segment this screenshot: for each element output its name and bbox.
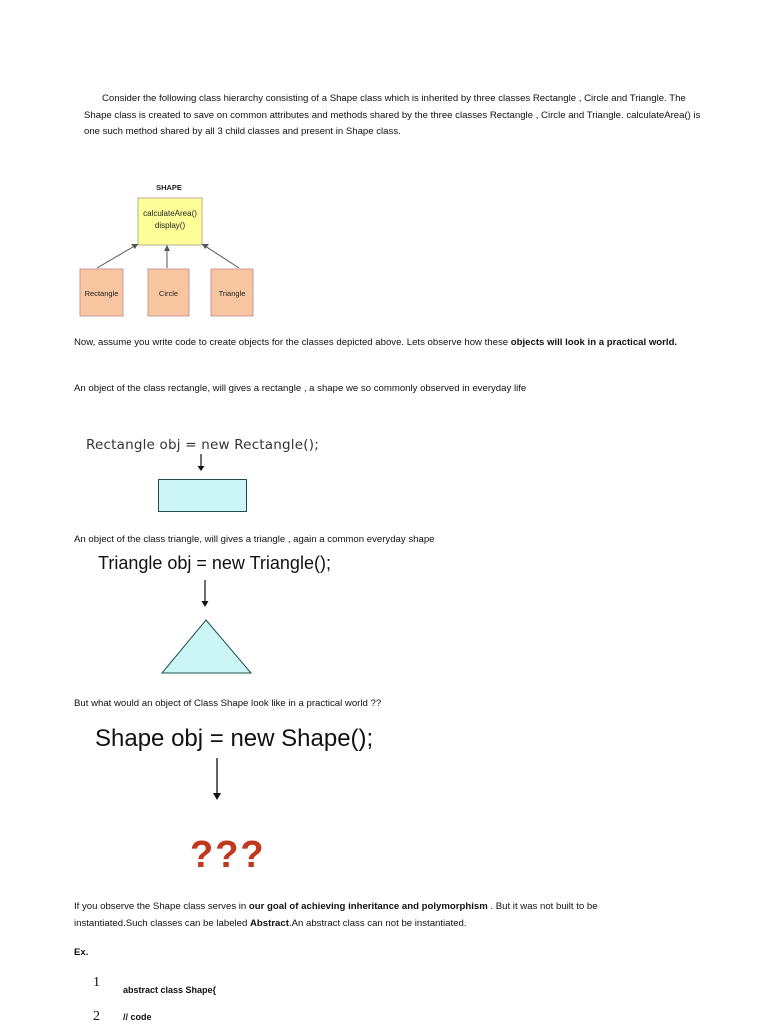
- rectangle-code-line: Rectangle obj = new Rectangle();: [86, 437, 319, 453]
- para1-text: Now, assume you write code to create objects for the classes depicted above. Lets observe how these: [74, 337, 511, 348]
- code-line-number-2: 2: [93, 1009, 100, 1024]
- triangle-illustration: [155, 578, 260, 678]
- inheritance-arrow-triangle: [202, 244, 239, 268]
- child-triangle-label: Triangle: [218, 289, 246, 298]
- paragraph-abstract-definition: If you observe the Shape class serves in our goal of achieving inheritance and polymorphism . But it was not built to be instantiated.Such classes can be labeled Abstract.An abstract class can not be instantiated.: [74, 901, 598, 929]
- method-display: display(): [154, 221, 186, 230]
- triangle-code-line: Triangle obj = new Triangle();: [98, 553, 331, 573]
- unknown-object-marks: ???: [190, 834, 266, 876]
- method-calculate-area: calculateArea(): [143, 209, 197, 218]
- inheritance-arrow-rectangle: [97, 244, 138, 268]
- paragraph-objects-practical: [74, 335, 714, 352]
- intro-text: Consider the following class hierarchy consisting of a Shape class which is inherited by three classes Rectangle , Circle and Triangle. The Shape class is created to save on common attributes and methods shared by the three classes Rectangle , Circle and Triangle. calculateArea() is one such method shared by all 3 child classes and present in Shape class.: [84, 93, 701, 138]
- code-line-1: abstract class Shape{: [123, 985, 217, 995]
- paragraph-rectangle-object: An object of the class rectangle, will gives a rectangle , a shape we so commonly observed in everyday life: [74, 383, 527, 394]
- triangle-arrow: [202, 601, 209, 607]
- shape-arrow: [205, 758, 229, 804]
- diagram-parent-title: SHAPE: [156, 183, 182, 192]
- intro-paragraph: [84, 91, 704, 141]
- triangle-shape: [162, 620, 251, 673]
- example-label: Ex.: [74, 947, 89, 958]
- child-rectangle-label: Rectangle: [84, 289, 119, 298]
- class-hierarchy-diagram: [76, 178, 260, 320]
- para1-bold: objects will look in a practical world.: [510, 337, 678, 348]
- paragraph-shape-object-question: But what would an object of Class Shape look like in a practical world ??: [74, 698, 382, 709]
- shape-code-line: Shape obj = new Shape();: [95, 725, 374, 752]
- rectangle-arrow: [198, 466, 205, 471]
- code-line-2: // code: [123, 1012, 152, 1022]
- paragraph-triangle-object: An object of the class triangle, will gives a triangle , again a common everyday shape: [74, 534, 435, 545]
- child-circle-label: Circle: [158, 289, 179, 298]
- rectangle-shape: [159, 480, 247, 512]
- rectangle-illustration: [150, 452, 260, 516]
- code-line-number-1: 1: [93, 975, 100, 990]
